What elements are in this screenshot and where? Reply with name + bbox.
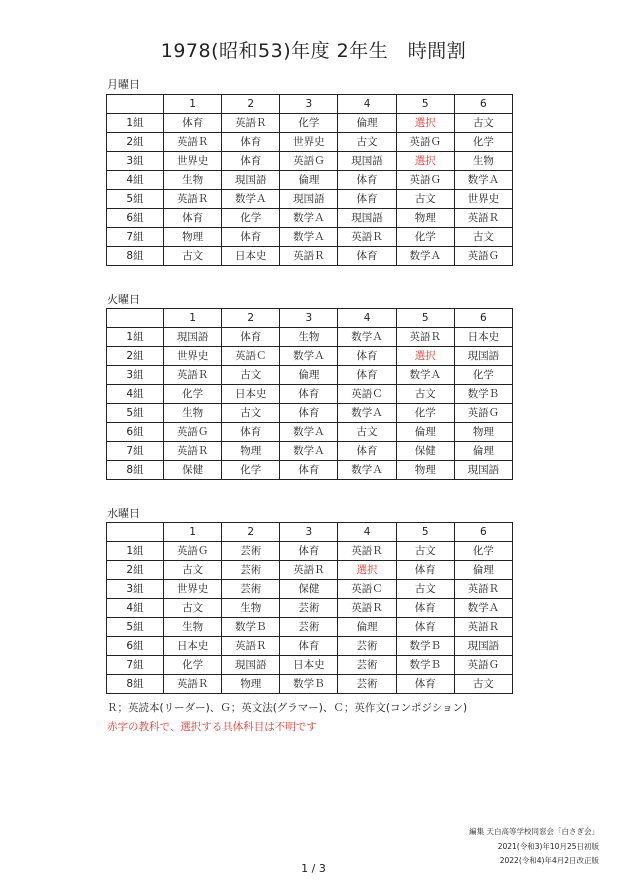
subject-cell: 数学Ａ — [280, 347, 338, 366]
day-label-monday: 月曜日 — [107, 78, 140, 91]
subject-cell: 数学Ａ — [280, 228, 338, 247]
subject-cell: 英語Ｒ — [222, 637, 280, 656]
subject-cell: 芸術 — [222, 580, 280, 599]
class-label-cell: 1組 — [107, 114, 164, 133]
subject-cell: 日本史 — [222, 247, 280, 266]
subject-cell: 体育 — [338, 442, 396, 461]
class-label-cell: 7組 — [107, 228, 164, 247]
table-row — [107, 328, 513, 347]
subject-cell: 現国語 — [454, 637, 512, 656]
subject-cell: 化学 — [164, 656, 222, 675]
class-label-cell: 8組 — [107, 247, 164, 266]
period-header-cell: 4 — [338, 95, 396, 114]
subject-cell: 倫理 — [454, 442, 512, 461]
subject-cell: 体育 — [222, 228, 280, 247]
subject-cell: 体育 — [338, 366, 396, 385]
subject-cell: 英語Ｇ — [396, 171, 454, 190]
period-header-row — [107, 523, 513, 542]
class-label-cell: 8組 — [107, 461, 164, 480]
subject-cell: 体育 — [280, 637, 338, 656]
subject-cell: 数学Ａ — [338, 461, 396, 480]
subject-cell: 英語Ｒ — [280, 247, 338, 266]
subject-cell: 英語Ｒ — [338, 228, 396, 247]
subject-cell: 古文 — [396, 580, 454, 599]
subject-cell: 英語Ｇ — [164, 542, 222, 561]
class-label-cell: 4組 — [107, 171, 164, 190]
subject-cell: 体育 — [338, 190, 396, 209]
table-row — [107, 618, 513, 637]
subject-cell: 選択 — [338, 561, 396, 580]
table-row — [107, 542, 513, 561]
table-row — [107, 228, 513, 247]
subject-cell: 芸術 — [338, 675, 396, 694]
subject-cell: 体育 — [396, 599, 454, 618]
subject-cell: 古文 — [164, 561, 222, 580]
subject-cell: 世界史 — [164, 580, 222, 599]
subject-cell: 古文 — [454, 228, 512, 247]
class-label-cell: 2組 — [107, 561, 164, 580]
subject-cell: 芸術 — [280, 618, 338, 637]
subject-cell: 英語Ｃ — [338, 580, 396, 599]
subject-cell: 英語Ｒ — [164, 133, 222, 152]
day-label-wednesday: 水曜日 — [107, 507, 140, 520]
class-label-cell: 5組 — [107, 190, 164, 209]
subject-cell: 選択 — [396, 114, 454, 133]
subject-cell: 数学Ａ — [280, 209, 338, 228]
period-header-cell: 4 — [338, 309, 396, 328]
subject-cell: 生物 — [164, 618, 222, 637]
elective-note: 赤字の教科で、選択する具体科目は不明です — [107, 721, 317, 733]
footer-editor: 編集 天白高等学校同窓会「白さぎ会」 — [469, 827, 599, 836]
table-row — [107, 347, 513, 366]
subject-cell: 現国語 — [164, 328, 222, 347]
table-row — [107, 171, 513, 190]
subject-cell: 物理 — [164, 228, 222, 247]
subject-cell: 体育 — [396, 561, 454, 580]
table-row — [107, 637, 513, 656]
period-header-cell: 6 — [454, 95, 512, 114]
subject-cell: 古文 — [164, 599, 222, 618]
subject-legend: Ｒ；英読本(リーダー)、Ｇ；英文法(グラマー)、Ｃ；英作文(コンポジション) — [107, 702, 468, 714]
subject-cell: 芸術 — [222, 542, 280, 561]
subject-cell: 英語Ｇ — [396, 133, 454, 152]
subject-cell: 数学Ｂ — [280, 675, 338, 694]
subject-cell: 数学Ａ — [280, 442, 338, 461]
subject-cell: 物理 — [222, 675, 280, 694]
table-row — [107, 209, 513, 228]
subject-cell: 現国語 — [338, 152, 396, 171]
subject-cell: 英語Ｒ — [454, 209, 512, 228]
subject-cell: 英語Ｒ — [164, 366, 222, 385]
table-row — [107, 580, 513, 599]
subject-cell: 芸術 — [280, 599, 338, 618]
subject-cell: 古文 — [222, 404, 280, 423]
subject-cell: 英語Ｒ — [396, 328, 454, 347]
subject-cell: 保健 — [396, 442, 454, 461]
subject-cell: 現国語 — [280, 190, 338, 209]
class-label-cell: 3組 — [107, 152, 164, 171]
subject-cell: 英語Ｒ — [164, 190, 222, 209]
subject-cell: 芸術 — [338, 656, 396, 675]
subject-cell: 化学 — [454, 133, 512, 152]
subject-cell: 化学 — [454, 366, 512, 385]
class-label-cell: 5組 — [107, 618, 164, 637]
period-header-cell: 5 — [396, 309, 454, 328]
subject-cell: 生物 — [222, 599, 280, 618]
subject-cell: 体育 — [222, 423, 280, 442]
subject-cell: 体育 — [280, 404, 338, 423]
subject-cell: 古文 — [164, 247, 222, 266]
subject-cell: 現国語 — [222, 171, 280, 190]
subject-cell: 物理 — [396, 209, 454, 228]
subject-cell: 数学Ａ — [396, 247, 454, 266]
subject-cell: 倫理 — [280, 171, 338, 190]
table-row — [107, 461, 513, 480]
subject-cell: 化学 — [454, 542, 512, 561]
subject-cell: 体育 — [222, 328, 280, 347]
subject-cell: 日本史 — [164, 637, 222, 656]
subject-cell: 英語Ｃ — [338, 385, 396, 404]
subject-cell: 生物 — [454, 152, 512, 171]
subject-cell: 日本史 — [280, 656, 338, 675]
timetable-wednesday — [106, 522, 513, 694]
subject-cell: 体育 — [164, 114, 222, 133]
subject-cell: 選択 — [396, 152, 454, 171]
class-label-cell: 6組 — [107, 423, 164, 442]
subject-cell: 保健 — [164, 461, 222, 480]
subject-cell: 数学Ａ — [338, 328, 396, 347]
header-corner-cell — [107, 95, 164, 114]
subject-cell: 現国語 — [222, 656, 280, 675]
class-label-cell: 6組 — [107, 637, 164, 656]
period-header-cell: 5 — [396, 95, 454, 114]
class-label-cell: 8組 — [107, 675, 164, 694]
period-header-cell: 1 — [164, 95, 222, 114]
subject-cell: 生物 — [164, 404, 222, 423]
table-row — [107, 114, 513, 133]
subject-cell: 古文 — [396, 542, 454, 561]
subject-cell: 数学Ｂ — [396, 656, 454, 675]
class-label-cell: 7組 — [107, 442, 164, 461]
table-row — [107, 404, 513, 423]
footer-revised-edition: 2022(令和4)年4月2日改正版 — [499, 856, 599, 865]
period-header-cell: 4 — [338, 523, 396, 542]
subject-cell: 英語Ｒ — [280, 561, 338, 580]
subject-cell: 現国語 — [454, 461, 512, 480]
period-header-cell: 1 — [164, 523, 222, 542]
subject-cell: 世界史 — [164, 347, 222, 366]
subject-cell: 世界史 — [164, 152, 222, 171]
subject-cell: 古文 — [222, 366, 280, 385]
subject-cell: 現国語 — [454, 347, 512, 366]
subject-cell: 数学Ａ — [454, 599, 512, 618]
period-header-cell: 2 — [222, 523, 280, 542]
period-header-cell: 2 — [222, 95, 280, 114]
subject-cell: 化学 — [222, 209, 280, 228]
subject-cell: 数学Ａ — [396, 366, 454, 385]
subject-cell: 日本史 — [454, 328, 512, 347]
subject-cell: 数学Ｂ — [222, 618, 280, 637]
subject-cell: 体育 — [280, 542, 338, 561]
subject-cell: 数学Ａ — [222, 190, 280, 209]
subject-cell: 英語Ｇ — [164, 423, 222, 442]
subject-cell: 古文 — [396, 385, 454, 404]
subject-cell: 古文 — [454, 675, 512, 694]
subject-cell: 英語Ｒ — [338, 542, 396, 561]
subject-cell: 英語Ｒ — [222, 114, 280, 133]
class-label-cell: 3組 — [107, 580, 164, 599]
period-header-cell: 6 — [454, 523, 512, 542]
subject-cell: 体育 — [222, 152, 280, 171]
header-corner-cell — [107, 523, 164, 542]
subject-cell: 英語Ｇ — [280, 152, 338, 171]
class-label-cell: 6組 — [107, 209, 164, 228]
header-corner-cell — [107, 309, 164, 328]
subject-cell: 英語Ｒ — [454, 618, 512, 637]
subject-cell: 古文 — [454, 114, 512, 133]
subject-cell: 化学 — [280, 114, 338, 133]
table-row — [107, 442, 513, 461]
subject-cell: 倫理 — [280, 366, 338, 385]
subject-cell: 体育 — [280, 385, 338, 404]
subject-cell: 英語Ｇ — [454, 404, 512, 423]
subject-cell: 物理 — [222, 442, 280, 461]
period-header-row — [107, 95, 513, 114]
subject-cell: 倫理 — [396, 423, 454, 442]
period-header-cell: 3 — [280, 95, 338, 114]
page-number: 1 / 3 — [301, 862, 326, 875]
class-label-cell: 1組 — [107, 542, 164, 561]
subject-cell: 芸術 — [338, 637, 396, 656]
table-row — [107, 152, 513, 171]
subject-cell: 体育 — [280, 461, 338, 480]
period-header-cell: 5 — [396, 523, 454, 542]
period-header-cell: 1 — [164, 309, 222, 328]
subject-cell: 化学 — [396, 228, 454, 247]
subject-cell: 英語Ｒ — [338, 599, 396, 618]
subject-cell: 体育 — [396, 675, 454, 694]
subject-cell: 化学 — [396, 404, 454, 423]
timetable-tuesday — [106, 308, 513, 480]
subject-cell: 数学Ａ — [338, 404, 396, 423]
day-label-tuesday: 火曜日 — [107, 293, 140, 306]
table-row — [107, 385, 513, 404]
subject-cell: 数学Ａ — [454, 171, 512, 190]
period-header-row — [107, 309, 513, 328]
subject-cell: 数学Ａ — [280, 423, 338, 442]
subject-cell: 体育 — [338, 171, 396, 190]
subject-cell: 物理 — [454, 423, 512, 442]
table-row — [107, 247, 513, 266]
subject-cell: 英語Ｇ — [454, 247, 512, 266]
subject-cell: 物理 — [396, 461, 454, 480]
subject-cell: 体育 — [164, 209, 222, 228]
subject-cell: 英語Ｒ — [164, 442, 222, 461]
class-label-cell: 1組 — [107, 328, 164, 347]
subject-cell: 英語Ｒ — [454, 580, 512, 599]
subject-cell: 倫理 — [338, 114, 396, 133]
table-row — [107, 675, 513, 694]
subject-cell: 体育 — [396, 618, 454, 637]
subject-cell: 古文 — [396, 190, 454, 209]
table-row — [107, 656, 513, 675]
class-label-cell: 4組 — [107, 599, 164, 618]
subject-cell: 生物 — [164, 171, 222, 190]
class-label-cell: 2組 — [107, 133, 164, 152]
class-label-cell: 3組 — [107, 366, 164, 385]
table-row — [107, 133, 513, 152]
subject-cell: 世界史 — [280, 133, 338, 152]
subject-cell: 倫理 — [338, 618, 396, 637]
subject-cell: 古文 — [338, 133, 396, 152]
table-row — [107, 366, 513, 385]
subject-cell: 倫理 — [454, 561, 512, 580]
class-label-cell: 5組 — [107, 404, 164, 423]
subject-cell: 保健 — [280, 580, 338, 599]
class-label-cell: 4組 — [107, 385, 164, 404]
subject-cell: 体育 — [222, 133, 280, 152]
subject-cell: 日本史 — [222, 385, 280, 404]
class-label-cell: 7組 — [107, 656, 164, 675]
subject-cell: 世界史 — [454, 190, 512, 209]
table-row — [107, 561, 513, 580]
subject-cell: 選択 — [396, 347, 454, 366]
subject-cell: 体育 — [338, 247, 396, 266]
subject-cell: 英語Ｃ — [222, 347, 280, 366]
subject-cell: 英語Ｇ — [454, 656, 512, 675]
table-row — [107, 423, 513, 442]
table-row — [107, 599, 513, 618]
subject-cell: 数学Ｂ — [396, 637, 454, 656]
period-header-cell: 3 — [280, 523, 338, 542]
subject-cell: 体育 — [338, 347, 396, 366]
subject-cell: 古文 — [338, 423, 396, 442]
table-row — [107, 190, 513, 209]
period-header-cell: 2 — [222, 309, 280, 328]
period-header-cell: 3 — [280, 309, 338, 328]
subject-cell: 現国語 — [338, 209, 396, 228]
class-label-cell: 2組 — [107, 347, 164, 366]
subject-cell: 数学Ｂ — [454, 385, 512, 404]
subject-cell: 英語Ｒ — [164, 675, 222, 694]
timetable-monday — [106, 94, 513, 266]
subject-cell: 生物 — [280, 328, 338, 347]
subject-cell: 化学 — [164, 385, 222, 404]
page-title: 1978(昭和53)年度 2年生 時間割 — [160, 40, 467, 62]
subject-cell: 化学 — [222, 461, 280, 480]
subject-cell: 芸術 — [222, 561, 280, 580]
period-header-cell: 6 — [454, 309, 512, 328]
footer-first-edition: 2021(令和3)年10月25日初版 — [497, 842, 599, 851]
